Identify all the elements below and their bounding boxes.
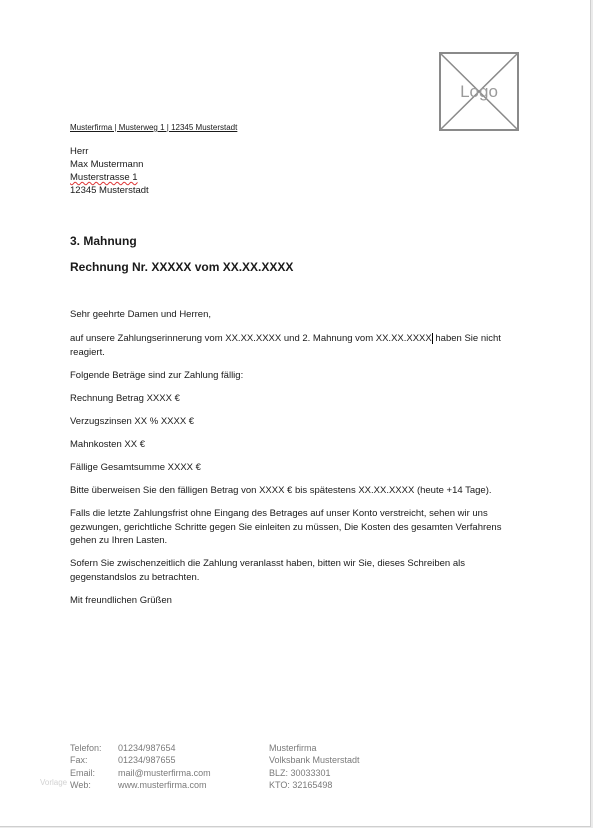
footer-phone-value: 01234/987654: [118, 743, 176, 753]
watermark: Vorlage: [40, 778, 68, 787]
closing: Mit freundlichen Grüßen: [70, 595, 172, 606]
footer-contact: [70, 742, 211, 791]
footer-phone: [70, 742, 211, 754]
footer-email: [70, 767, 211, 779]
line-total-due: Fällige Gesamtsumme XXXX €: [70, 462, 201, 473]
paragraph-payment-request: Bitte überweisen Sie den fälligen Betrag von XXXX € bis spätestens XX.XX.XXXX (heute +14 Tage).: [70, 485, 492, 496]
logo-placeholder: [439, 52, 519, 131]
recipient-salutation: Herr: [70, 146, 89, 157]
footer-web-label: Web:: [70, 779, 91, 790]
paragraph-previous-reminders-end: haben Sie nicht reagiert.: [70, 333, 501, 358]
footer-email-value: mail@musterfirma.com: [118, 767, 211, 778]
footer-web: [70, 779, 211, 791]
footer-bank: [269, 742, 360, 791]
footer-account: KTO: 32165498: [269, 779, 333, 790]
sender-return-line: Musterfirma | Musterweg 1 | 12345 Musterstadt: [70, 123, 238, 132]
footer-blz: BLZ: 30033301: [269, 767, 331, 778]
paragraph-amounts-due: Folgende Beträge sind zur Zahlung fällig:: [70, 370, 244, 381]
paragraph-previous-reminders-start: auf unsere Zahlungserinnerung vom XX.XX.XXXX und 2. Mahnung vom XX.XX.XXX: [70, 333, 426, 344]
footer-bank-name: Volksbank Musterstadt: [269, 755, 360, 766]
footer-email-label: Email:: [70, 767, 96, 778]
line-reminder-fees: Mahnkosten XX €: [70, 439, 145, 450]
reminder-heading: 3. Mahnung: [70, 234, 137, 248]
recipient-street-text: Musterstrasse 1: [70, 172, 138, 183]
footer-phone-label: Telefon:: [70, 743, 102, 753]
paragraph-legal-notice: Falls die letzte Zahlungsfrist ohne Eingang des Betrages auf unser Konto verstreicht, sehen wir uns gezwungen, gerichtliche Schritte gegen Sie einleiten zu müssen, Die Kosten des gesamten Verfahrens gehen zu Ihren Lasten.: [70, 508, 502, 546]
greeting: Sehr geehrte Damen und Herren,: [70, 309, 211, 320]
footer-fax-label: Fax:: [70, 755, 88, 766]
paragraph-previous-reminders: [70, 332, 532, 359]
logo-text: Logo: [460, 82, 498, 101]
footer-fax-value: 01234/987655: [118, 755, 176, 766]
text-cursor: X: [425, 333, 432, 344]
invoice-subject: Rechnung Nr. XXXXX vom XX.XX.XXXX: [70, 260, 294, 274]
recipient-name: Max Mustermann: [70, 159, 144, 170]
paragraph-already-paid: Sofern Sie zwischenzeitlich die Zahlung veranlasst haben, bitten wir Sie, dieses Schreiben als gegenstandslos zu betrachten.: [70, 558, 465, 583]
recipient-street: [70, 172, 138, 183]
footer-web-value: www.musterfirma.com: [118, 779, 207, 790]
line-late-interest: Verzugszinsen XX % XXXX €: [70, 416, 195, 427]
footer-fax: [70, 754, 211, 766]
line-invoice-amount: Rechnung Betrag XXXX €: [70, 393, 180, 404]
recipient-city: 12345 Musterstadt: [70, 185, 149, 196]
footer-company: Musterfirma: [269, 743, 317, 753]
